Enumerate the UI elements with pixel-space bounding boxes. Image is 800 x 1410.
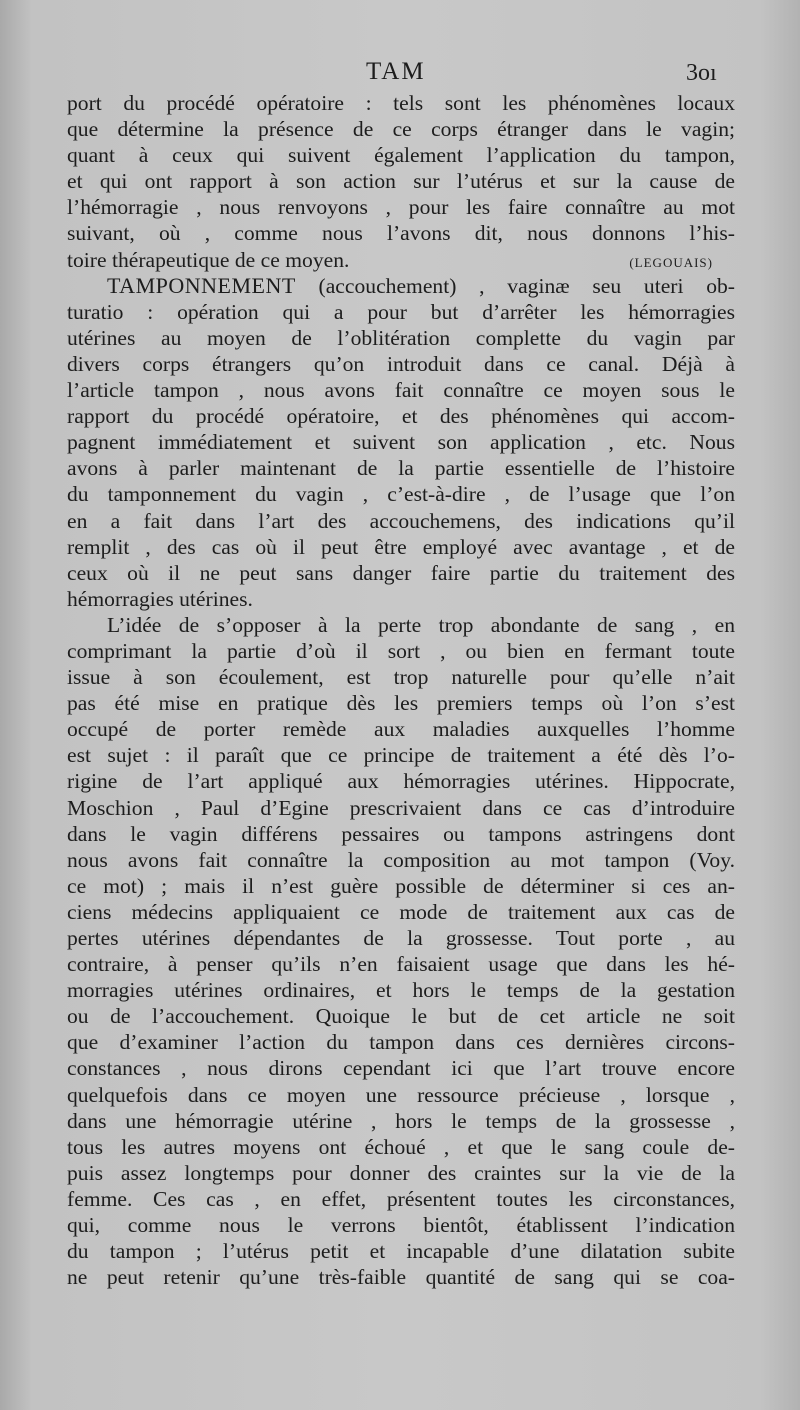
text-line: femme. Ces cas , en effet, présentent toutes les circonstances, <box>67 1186 735 1211</box>
running-head <box>0 58 800 92</box>
text-line-with-signature <box>67 247 735 273</box>
text-line: issue à son écoulement, est trop naturelle pour qu’elle n’ait <box>67 665 735 690</box>
text-line: suivant, où , comme nous l’avons dit, nous donnons l’his- <box>67 221 735 246</box>
text-line: pertes utérines dépendantes de la grossesse. Tout porte , au <box>67 926 735 950</box>
body-text <box>67 90 735 1290</box>
text-line: avons à parler maintenant de la partie essentielle de l’histoire <box>67 456 735 481</box>
text-line: divers corps étrangers qu’on introduit dans ce canal. Déjà à <box>67 351 735 376</box>
text-line: turatio : opération qui a pour but d’arrêter les hémorragies <box>67 299 735 324</box>
text-line: rapport du procédé opératoire, et des phénomènes qui accom- <box>67 404 735 429</box>
text-line: L’idée de s’opposer à la perte trop abondante de sang , en <box>107 612 735 637</box>
running-head-title: TAM <box>366 58 426 85</box>
text-line: pas été mise en pratique dès les premiers temps où l’on s’est <box>67 691 735 716</box>
text-line: que détermine la présence de ce corps étranger dans le vagin; <box>67 117 735 142</box>
text-line: toire thérapeutique de ce moyen. <box>67 247 350 272</box>
text-line: quant à ceux qui suivent également l’application du tampon, <box>67 143 735 168</box>
text-line: rigine de l’art appliqué aux hémorragies utérines. Hippocrate, <box>67 769 735 794</box>
text-line: en a fait dans l’art des accouchemens, des indications qu’il <box>67 508 735 533</box>
entry-first-line <box>67 273 735 299</box>
text-line: comprimant la partie d’où il sort , ou bien en fermant toute <box>67 638 735 663</box>
text-line: occupé de porter remède aux maladies auxquelles l’homme <box>67 717 735 742</box>
page-number: 3oı <box>686 60 717 86</box>
text-line: (accouchement) , vaginæ seu uteri ob- <box>295 273 735 298</box>
text-line: utérines au moyen de l’oblitération complette du vagin par <box>67 325 735 350</box>
text-line: ou de l’accouchement. Quoique le but de cet article ne soit <box>67 1004 735 1029</box>
text-line: ne peut retenir qu’une très-faible quantité de sang qui se coa- <box>67 1265 735 1290</box>
text-line: tous les autres moyens ont échoué , et que le sang coule de- <box>67 1134 735 1159</box>
text-line: l’article tampon , nous avons fait connaître ce moyen sous le <box>67 378 735 403</box>
text-line: nous avons fait connaître la composition au mot tampon (Voy. <box>67 847 735 872</box>
text-line: constances , nous dirons cependant ici que l’art trouve encore <box>67 1056 735 1081</box>
text-line: ciens médecins appliquaient ce mode de traitement aux cas de <box>67 899 735 924</box>
text-line: port du procédé opératoire : tels sont les phénomènes locaux <box>67 91 735 115</box>
text-line: dans une hémorragie utérine , hors le temps de la grossesse , <box>67 1108 735 1133</box>
text-line: et qui ont rapport à son action sur l’utérus et sur la cause de <box>67 169 735 194</box>
text-line: ce mot) ; mais il n’est guère possible de déterminer si ces an- <box>67 873 735 898</box>
text-line: est sujet : il paraît que ce principe de traitement a été dès l’o- <box>67 743 735 768</box>
text-line: quelquefois dans ce moyen une ressource précieuse , lorsque , <box>67 1082 735 1107</box>
text-line: contraire, à penser qu’ils n’en faisaient usage que dans les hé- <box>67 952 735 977</box>
text-line: ceux où il ne peut sans danger faire partie du traitement des <box>67 560 735 585</box>
text-line: du tampon ; l’utérus petit et incapable d’une dilatation subite <box>67 1239 735 1264</box>
text-line: que d’examiner l’action du tampon dans ces dernières circons- <box>67 1030 735 1055</box>
author-signature: (LEGOUAIS) <box>629 254 713 270</box>
text-line: qui, comme nous le verrons bientôt, établissent l’indication <box>67 1213 735 1238</box>
text-line: pagnent immédiatement et suivent son application , etc. Nous <box>67 430 735 455</box>
text-line: morragies utérines ordinaires, et hors le temps de la gestation <box>67 978 735 1003</box>
text-line: puis assez longtemps pour donner des craintes sur la vie de la <box>67 1160 735 1185</box>
text-line: hémorragies utérines. <box>67 586 253 611</box>
entry-heading: TAMPONNEMENT <box>107 272 296 298</box>
text-line: dans le vagin différens pessaires ou tampons astringens dont <box>67 821 735 846</box>
text-line: Moschion , Paul d’Egine prescrivaient dans ce cas d’introduire <box>67 795 735 820</box>
text-line: du tamponnement du vagin , c’est-à-dire , de l’usage que l’on <box>67 482 735 507</box>
text-line: l’hémorragie , nous renvoyons , pour les faire connaître au mot <box>67 195 735 220</box>
text-line: remplit , des cas où il peut être employé avec avantage , et de <box>67 534 735 559</box>
